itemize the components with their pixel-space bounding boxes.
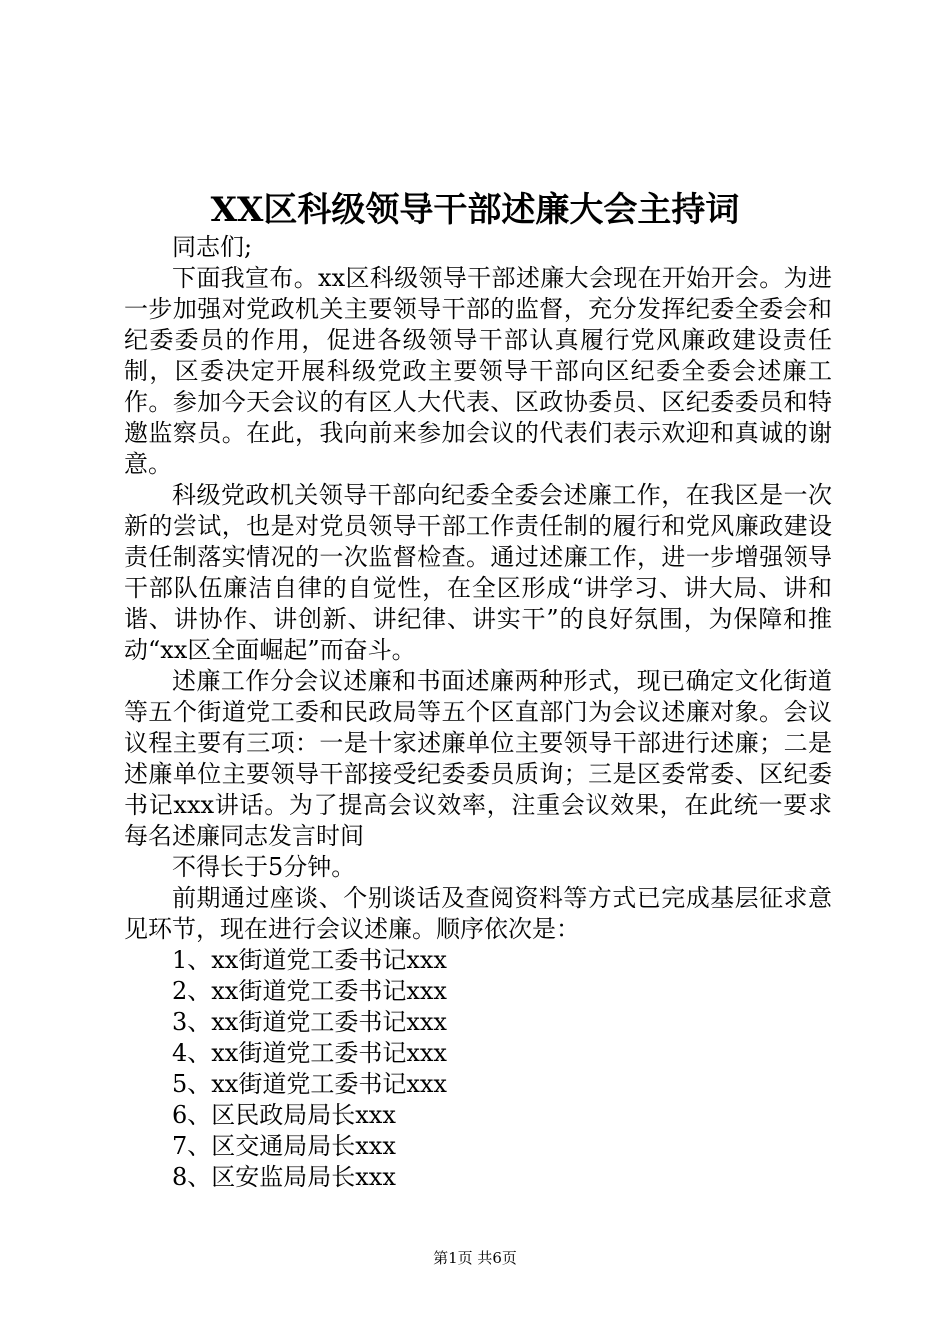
page-number-footer: 第1页 共6页 bbox=[433, 1249, 517, 1267]
list-item: 2、xx街道党工委书记xxx bbox=[172, 977, 447, 1005]
list-item: 4、xx街道党工委书记xxx bbox=[172, 1039, 447, 1067]
list-item: 1、xx街道党工委书记xxx bbox=[172, 946, 447, 974]
document-title: XX区科级领导干部述廉大会主持词 bbox=[210, 190, 740, 230]
greeting-paragraph: 同志们; bbox=[172, 233, 253, 261]
order-paragraph: 前期通过座谈、个别谈话及查阅资料等方式已完成基层征求意见环节，现在进行会议述廉。顺序依次是： bbox=[124, 884, 832, 943]
purpose-paragraph: 科级党政机关领导干部向纪委全委会述廉工作，在我区是一次新的尝试，也是对党员领导干部工作责任制的履行和党风廉政建设责任制落实情况的一次监督检查。通过述廉工作，进一步增强领导干部队伍廉洁自律的自觉性，在全区形成“讲学习、讲大局、讲和谐、讲协作、讲创新、讲纪律、讲实干”的良好氛围，为保障和推动“xx区全面崛起”而奋斗。 bbox=[124, 481, 832, 664]
speaker-list bbox=[124, 945, 832, 1193]
list-item: 5、xx街道党工委书记xxx bbox=[172, 1070, 447, 1098]
format-paragraph: 述廉工作分会议述廉和书面述廉两种形式，现已确定文化街道等五个街道党工委和民政局等五个区直部门为会议述廉对象。会议议程主要有三项：一是十家述廉单位主要领导干部进行述廉；二是述廉单位主要领导干部接受纪委委员质询；三是区委常委、区纪委书记xxx讲话。为了提高会议效率，注重会议效果，在此统一要求每名述廉同志发言时间 bbox=[124, 667, 832, 850]
list-item: 7、区交通局局长xxx bbox=[172, 1132, 396, 1160]
list-item: 3、xx街道党工委书记xxx bbox=[172, 1008, 447, 1036]
list-item: 8、区安监局局长xxx bbox=[172, 1163, 396, 1191]
time-limit-paragraph: 不得长于5分钟。 bbox=[172, 853, 356, 881]
list-item: 6、区民政局局长xxx bbox=[172, 1101, 396, 1129]
announcement-paragraph: 下面我宣布。xx区科级领导干部述廉大会现在开始开会。为进一步加强对党政机关主要领导干部的监督，充分发挥纪委全委会和纪委委员的作用，促进各级领导干部认真履行党风廉政建设责任制，区委决定开展科级党政主要领导干部向区纪委全委会述廉工作。参加今天会议的有区人大代表、区政协委员、区纪委委员和特邀监察员。在此，我向前来参加会议的代表们表示欢迎和真诚的谢意。 bbox=[124, 264, 832, 478]
document-body bbox=[124, 232, 832, 1193]
